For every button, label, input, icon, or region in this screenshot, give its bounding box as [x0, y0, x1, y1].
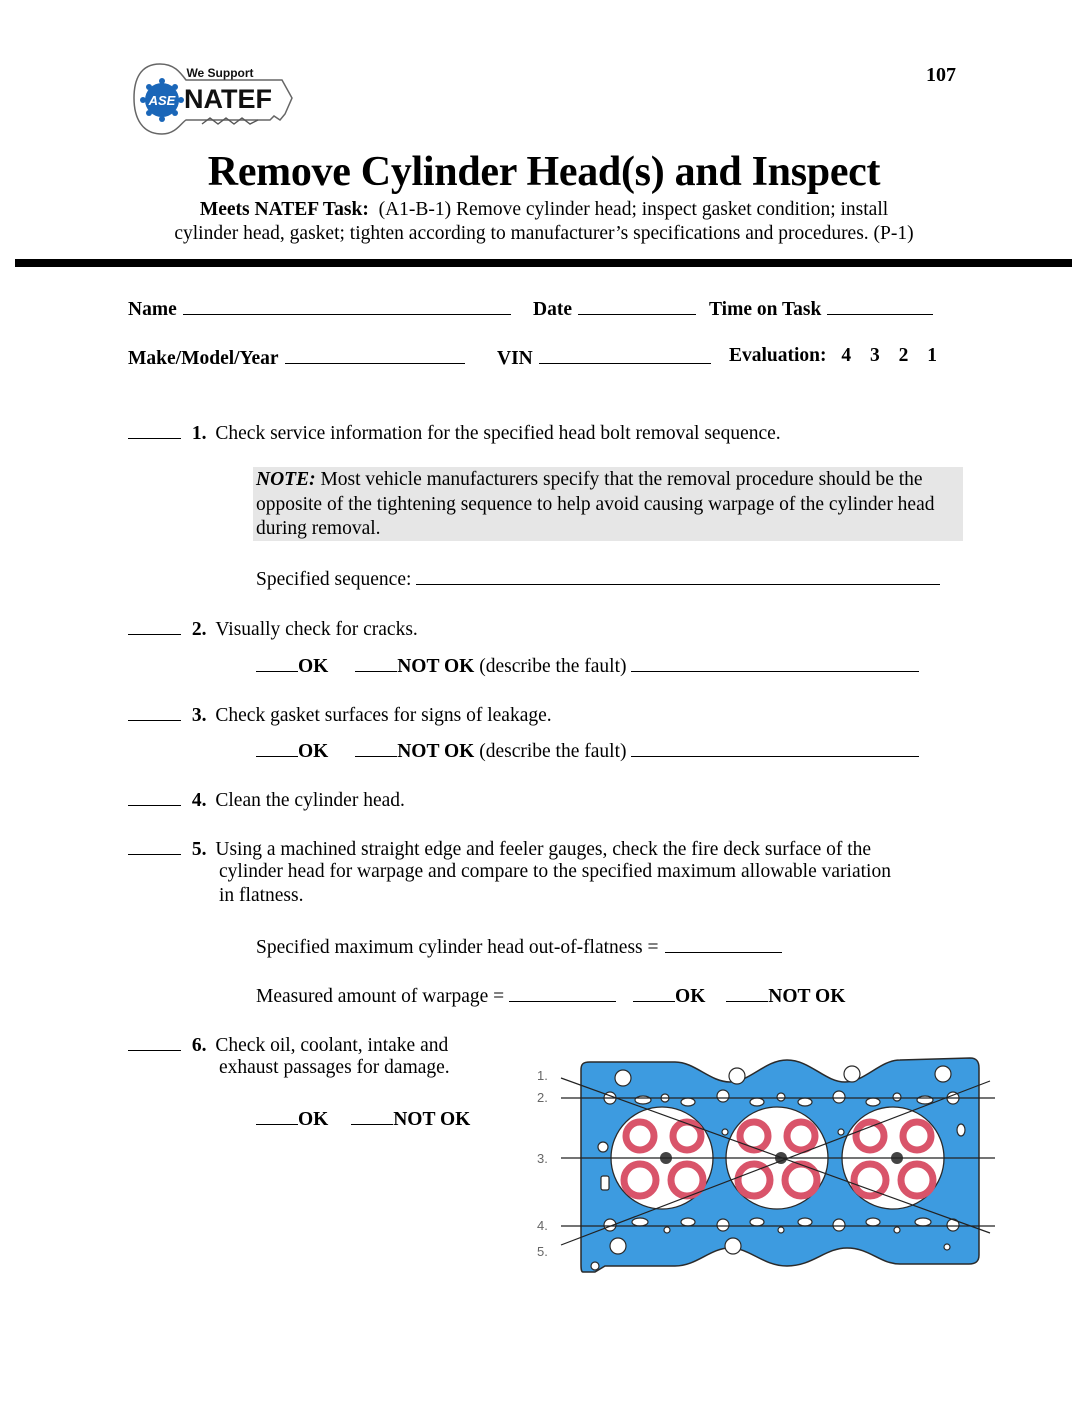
step-5-not-ok-label: NOT OK	[768, 986, 846, 1007]
step-6-text-line2: exhaust passages for damage.	[219, 1057, 450, 1078]
step-2-ok-label: OK	[298, 656, 329, 677]
flatness-spec-label: Specified maximum cylinder head out-of-flatness =	[256, 937, 659, 958]
step-5-text-line2: cylinder head for warpage and compare to the specified maximum allowable variation	[219, 861, 891, 882]
step-2-text: Visually check for cracks.	[215, 619, 418, 640]
step-3-fault-input-line[interactable]	[631, 738, 919, 757]
note-body: Most vehicle manufacturers specify that the removal procedure should be the opposite of the tightening sequence to help avoid causing warpage of the cylinder head during removal.	[256, 469, 935, 539]
step-4-text: Clean the cylinder head.	[215, 790, 405, 811]
diagram-label-1: 1.	[537, 1068, 548, 1083]
task-label: Meets NATEF Task:	[199, 199, 369, 220]
step-5	[128, 836, 871, 861]
task-description-line2: cylinder head, gasket; tighten according to manufacturer’s specifications and procedures. (P-1)	[174, 223, 914, 244]
svg-text:We Support: We Support	[186, 66, 254, 80]
diagram-label-2: 2.	[537, 1090, 548, 1105]
svg-text:NATEF: NATEF	[184, 84, 272, 114]
diagram-label-4: 4.	[537, 1218, 548, 1233]
step-2-check-line[interactable]	[128, 616, 181, 635]
step-2-not-ok-line[interactable]	[355, 653, 397, 672]
step-3	[128, 702, 552, 727]
step-5-text-line1: Using a machined straight edge and feeler gauges, check the fire deck surface of the	[215, 839, 872, 860]
time-on-task-field	[709, 296, 933, 321]
note-label: NOTE:	[256, 469, 316, 490]
step-3-describe-label: (describe the fault)	[479, 741, 627, 762]
name-label: Name	[128, 299, 177, 320]
step-6-ok-label: OK	[298, 1109, 329, 1130]
step-6-result	[256, 1106, 470, 1131]
step-6-text-line1: Check oil, coolant, intake and	[215, 1035, 449, 1056]
step-1-text: Check service information for the specified head bolt removal sequence.	[215, 423, 781, 444]
specified-sequence-label: Specified sequence:	[256, 569, 412, 590]
step-2-not-ok-label: NOT OK	[397, 656, 475, 677]
step-5-check-line[interactable]	[128, 836, 181, 855]
name-input-line[interactable]	[183, 296, 511, 315]
step-6-not-ok-label: NOT OK	[393, 1109, 471, 1130]
step-6-check-line[interactable]	[128, 1032, 181, 1051]
step-1-check-line[interactable]	[128, 420, 181, 439]
warpage-label: Measured amount of warpage =	[256, 986, 505, 1007]
step-3-result	[256, 738, 919, 763]
head-gasket-bolt-sequence-icon	[525, 1050, 1000, 1280]
step-3-ok-label: OK	[298, 741, 329, 762]
step-6	[128, 1032, 448, 1057]
step-2	[128, 616, 418, 641]
vin-input-line[interactable]	[539, 345, 711, 364]
note-text	[256, 468, 966, 542]
task-description-line1	[0, 199, 1088, 221]
svg-text:ASE: ASE	[148, 93, 176, 108]
page-number: 107	[926, 64, 956, 86]
step-5-text-line3: in flatness.	[219, 885, 304, 906]
warpage-measure-field	[256, 983, 845, 1008]
step-5-not-ok-line[interactable]	[726, 983, 768, 1002]
step-6-number: 6.	[191, 1035, 207, 1056]
time-on-task-input-line[interactable]	[827, 296, 933, 315]
head-gasket-diagram	[525, 1050, 1000, 1280]
evaluation-option-4[interactable]: 4	[841, 345, 852, 366]
specified-sequence-field	[256, 566, 940, 591]
vin-label: VIN	[497, 348, 533, 369]
step-3-not-ok-label: NOT OK	[397, 741, 475, 762]
page-title: Remove Cylinder Head(s) and Inspect	[207, 149, 881, 195]
step-6-not-ok-line[interactable]	[351, 1106, 393, 1125]
natef-key-logo-icon	[130, 58, 295, 140]
specified-sequence-input-line[interactable]	[416, 566, 940, 585]
step-2-result	[256, 653, 919, 678]
step-3-check-line[interactable]	[128, 702, 181, 721]
date-input-line[interactable]	[578, 296, 696, 315]
step-5-ok-label: OK	[675, 986, 706, 1007]
time-on-task-label: Time on Task	[709, 299, 822, 320]
step-6-ok-line[interactable]	[256, 1106, 298, 1125]
flatness-spec-field	[256, 934, 782, 959]
evaluation-option-1[interactable]: 1	[927, 345, 938, 366]
date-field	[533, 296, 696, 321]
step-2-ok-line[interactable]	[256, 653, 298, 672]
vin-field	[497, 345, 711, 370]
natef-logo	[130, 58, 295, 140]
step-2-describe-label: (describe the fault)	[479, 656, 627, 677]
evaluation-option-2[interactable]: 2	[898, 345, 909, 366]
flatness-spec-input-line[interactable]	[665, 934, 782, 953]
diagram-label-3: 3.	[537, 1151, 548, 1166]
name-field	[128, 296, 511, 321]
step-5-number: 5.	[191, 839, 207, 860]
step-3-number: 3.	[191, 705, 207, 726]
step-3-not-ok-line[interactable]	[355, 738, 397, 757]
step-3-ok-line[interactable]	[256, 738, 298, 757]
step-1-number: 1.	[191, 423, 207, 444]
header-divider	[15, 259, 1072, 267]
make-model-year-input-line[interactable]	[285, 345, 465, 364]
make-model-year-label: Make/Model/Year	[128, 348, 279, 369]
diagram-label-5: 5.	[537, 1244, 548, 1259]
step-4-number: 4.	[191, 790, 207, 811]
evaluation-field	[729, 345, 937, 367]
evaluation-label: Evaluation:	[729, 345, 827, 366]
task-text: (A1-B-1) Remove cylinder head; inspect gasket condition; install	[378, 199, 889, 220]
step-2-fault-input-line[interactable]	[631, 653, 919, 672]
step-4	[128, 787, 405, 812]
warpage-input-line[interactable]	[509, 983, 616, 1002]
date-label: Date	[533, 299, 572, 320]
step-4-check-line[interactable]	[128, 787, 181, 806]
evaluation-option-3[interactable]: 3	[870, 345, 880, 366]
step-1	[128, 420, 781, 445]
step-5-ok-line[interactable]	[633, 983, 675, 1002]
make-model-year-field	[128, 345, 465, 370]
step-3-text: Check gasket surfaces for signs of leakage.	[215, 705, 552, 726]
step-2-number: 2.	[191, 619, 207, 640]
